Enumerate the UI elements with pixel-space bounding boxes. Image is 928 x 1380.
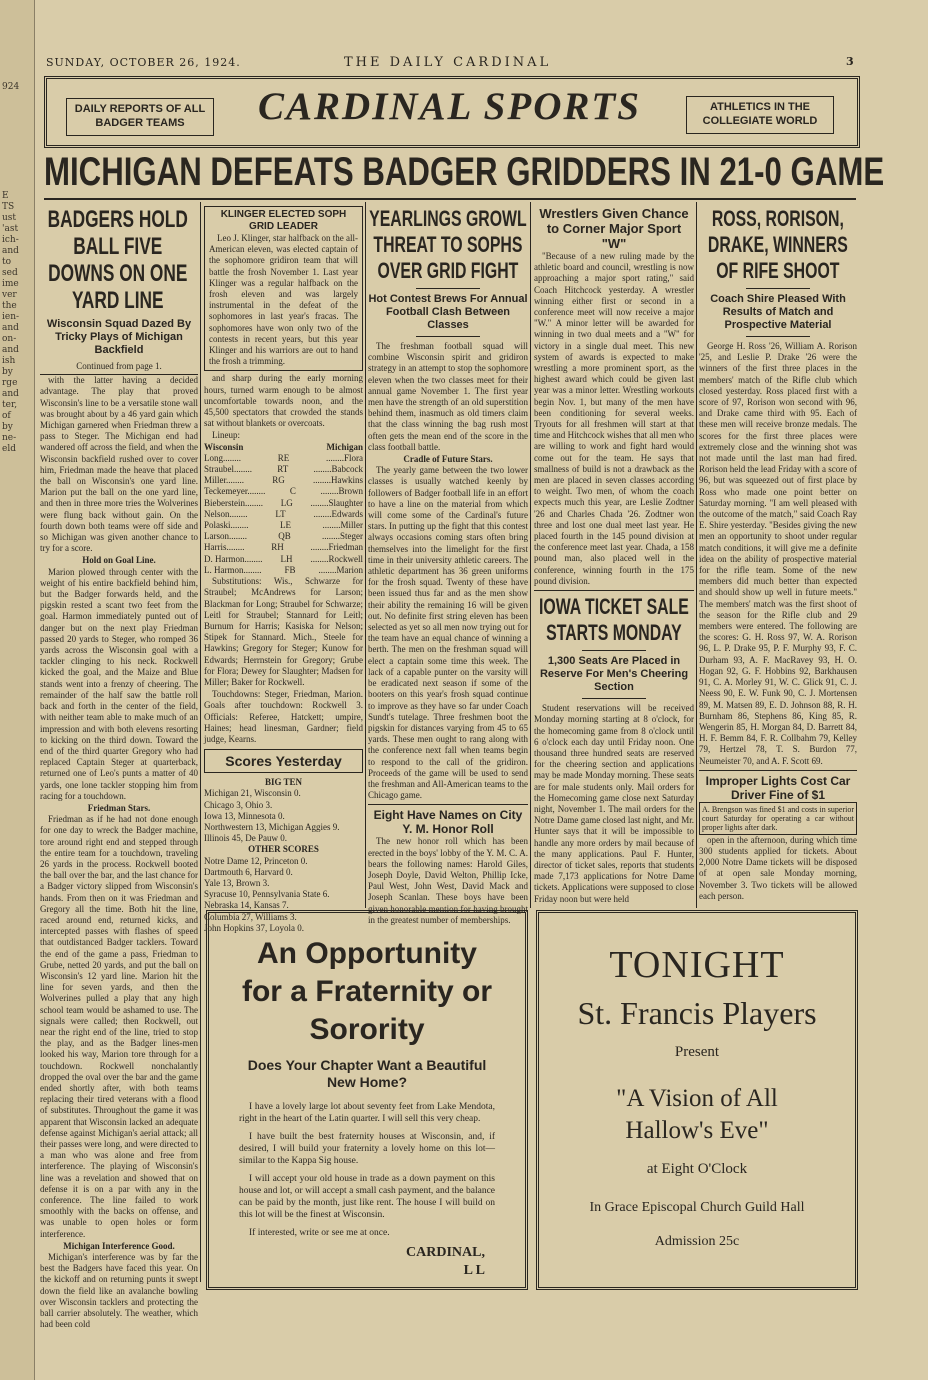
klinger-box (204, 206, 363, 371)
adjacent-page-strip (0, 0, 35, 1380)
lineup-michigan-player: ........Steger (321, 531, 363, 542)
rule (416, 336, 480, 337)
adjacent-page-line: ien- (2, 312, 20, 322)
masthead-left-text: DAILY REPORTS OF ALL BADGER TEAMS (74, 103, 206, 129)
score-line: Yale 13, Brown 3. (204, 877, 270, 888)
subhead-cradle: Cradle of Future Stars. (403, 454, 493, 465)
rule (582, 650, 646, 651)
article-text: Marion plowed through center with the weight of his entire backfield behind him, but the Badger forwards held, and the pigskin rested a scant two feet from the goal. Harmon immediately punted out of danger but on the next play Friedman passed 20 yards to Steger, who romped 36 yards across the Wisconsin goal with a tackler clinging to his neck. Rockwell kicked the goal, and the Maize and Blue stands went into a frenzy of cheering. The remainder of the half saw the battle roll back and forth in the center of the field, with neither team able to make much of an impression and with both elevens resorting to kicking on the third down. Toward the end of the third quarter Gregory who had replaced Captain Steger at quarterback, returned one of Leo's punts a matter of 40 yards, one lone tackler stopping him from racing for a touchdown. (40, 566, 198, 801)
scores-yesterday-title: Scores Yesterday (204, 749, 363, 773)
article-text: "Because of a new ruling made by the athletic board and council, wrestling is now approaching a major sport rating," said Coach Hitchcock yesterday. A wrestler winning either first or second in a conference meet will now receive a major "W." A minor letter will be awarded for winning in two dual meets and a "W" for victory in a single dual meet. This new system of awards is expected to make wrestling a more prominent sport, as the highest award which could be given last year was a minor letter. Wrestling workouts begin Nov. 1, but many of the men have been conditioning for several weeks. Tryouts for all freshmen will start at that time and Hitchcock wishes that all men who are willing to work and fight hard would come out for the team. He says that smallness of build is not a drawback as the men are placed in seven classes according to weight. Two men, of whom the coach expects much this year, are Leslie Zodtner '26 and Charles Chada '26. Zodtner won three and lost one dual meet last year. He placed fourth in the 145 pound division at the conference meet last year. Chada, a 158 pound man, also placed well in the conference, winning fourth in the 175 pound division. (534, 251, 694, 586)
ad-admission: Admission 25c (654, 1234, 740, 1249)
rule (746, 336, 809, 337)
adjacent-page-line: TS (2, 202, 15, 212)
headline-badgers-hold: BADGERS HOLD BALL FIVE DOWNS ON ONE YARD LINE (47, 206, 188, 314)
score-line: Illinois 45, De Pauw 0. (204, 833, 287, 844)
lineup-position: LT (275, 508, 286, 519)
lineup-position: RH (271, 542, 284, 553)
banner-rule (44, 198, 856, 200)
article-text: Student reservations will be received Monday morning starting at 8 o'clock, for the homecoming game from 8 o'clock until 6 o'clock each day until Friday noon. One thousand three hundred seats are reserved for the cheering section and applications may be made Monday morning. These seats are for male students only. Mail orders for the Homecoming game close next Saturday night, November 1. The mail orders for the Notre Dame game closed last night, and Mr. Hunter says that it will be impossible to handle any more orders by mail because of the many applications. Paul F. Hunter, director of ticket sales, reports that students made 7,173 applications for Notre Dame tickets. Applications were supposed to close Friday noon but were held (534, 703, 694, 904)
headline-iowa-tickets: IOWA TICKET SALE STARTS MONDAY (538, 594, 689, 646)
ad-tonight: TONIGHT (609, 944, 785, 986)
adjacent-page-line: ime (2, 279, 19, 289)
lineup-row (204, 531, 363, 542)
rule (534, 590, 694, 591)
big-ten-heading: BIG TEN (264, 777, 303, 788)
ad-present: Present (674, 1044, 720, 1060)
lineup-michigan-player: ........Friedman (310, 542, 363, 553)
adjacent-page-line: of (2, 411, 11, 421)
rule (699, 770, 857, 771)
article-text: The new honor roll which has been erected in the boys' lobby of the Y. M. C. A. bears the following names: Harold Giles, Joseph Doyle, David Welton, Phillip Icke, Paul West, John West, David Mack and Joseph Scanlan. These boys have been given honorable mention for having brought in the greatest number of memberships. (368, 836, 528, 925)
column-rule (200, 202, 201, 1282)
lineup-row (204, 542, 363, 553)
lineup-row (204, 453, 363, 464)
rule (368, 804, 528, 805)
ad-body (239, 1101, 495, 1239)
score-line: John Hopkins 37, Loyola 0. (204, 922, 304, 933)
lineup-table (204, 453, 363, 576)
improper-lights-box (699, 802, 857, 835)
lineup-row (204, 498, 363, 509)
touchdowns-text: Touchdowns: Steger, Friedman, Marion. Goals after touchdown: Rockwell 3. Officials: Referee, Hatckett; umpire, Haines; head linesman, Gardner; field judge, Kearns. (204, 689, 363, 744)
adjacent-page-line: ter, (2, 400, 18, 410)
article-text: The yearly game between the two lower classes is usually watched keenly by followers of Badger football life in an effort to have a line on the material from which will come some of the Cardinal's future stars. In putting up the fight that this contest always occasions coming stars often bring themselves into the limelight for the first time in their university athletic careers. The athletic department has 36 green uniforms for the frosh squad. Twenty of these have been issued thus far and as the men show their ability the remaining 16 will be given out. No definite first string eleven has been selected as yet so all men now trying out for the team have an equal chance of winning a berth. The men on the freshman squad will elect a captain some time this week. The lack of a capable punter on the varsity will be eradicated next season if some of the booters on this year's frosh squad continue to improve as they have so far under Coach Sundt's tutelage. Three freshmen boot the pigskin for distances varying from 45 to 65 yards. These men ought to rang along with the conference next fall when teams begin to respond to the call of the gridiron. Proceeds of the game will be used to send the freshman and All-American teams to the Chicago game. (368, 465, 528, 801)
adjacent-page-line: and (2, 323, 19, 333)
article-text: The freshman football squad will combine Wisconsin spirit and gridiron strategy in an attempt to stop the sophomore eleven when the two classes meet for their annual game November 1. The first year men have the strength of an old superstition behind them, inasmuch as old timers claim that the class winning the bag rush most often gets the mean end of the score in the class football battle. (368, 341, 528, 452)
rule (746, 288, 809, 289)
lineup-wisconsin-player: D. Harmon........ (204, 553, 263, 564)
masthead-right-text: ATHLETICS IN THE COLLEGIATE WORLD (702, 101, 818, 127)
issue-date: SUNDAY, OCTOBER 26, 1924. (46, 56, 241, 69)
lineup-row (204, 520, 363, 531)
subhead-interference: Michigan Interference Good. (63, 1240, 175, 1251)
ad-play-title: "A Vision of All Hallow's Eve" (616, 1085, 778, 1144)
lineup-wisconsin-player: Polaski........ (204, 520, 249, 531)
lineup-position: QB (278, 531, 291, 542)
lineup-wisconsin-player: Straubel........ (204, 464, 252, 475)
banner-headline: MICHIGAN DEFEATS BADGER GRIDDERS IN 21-0 GAME (44, 150, 885, 194)
headline-rifle-shoot: ROSS, RORISON, DRAKE, WINNERS OF RIFE SHOOT (707, 206, 848, 283)
adjacent-page-line: by (2, 422, 13, 432)
subhead-hold-goal: Hold on Goal Line. (82, 555, 156, 566)
score-line: Iowa 13, Minnesota 0. (204, 810, 285, 821)
lineup-wisconsin-player: Long........ (204, 452, 241, 463)
headline-yearlings: YEARLINGS GROWL THREAT TO SOPHS OVER GRID FIGHT (369, 206, 527, 283)
adjacent-page-line: ust (2, 213, 17, 223)
column-rule (530, 202, 531, 908)
lineup-wisconsin-player: Larson........ (204, 531, 247, 542)
lineup-michigan-player: ........Miller (322, 520, 363, 531)
article-text: Friedman as if he had not done enough for one day to wreck the Badger machine, tore around right end and stepped through the entire team for a touchdown, traveling 26 yards in the process. Rockwell booted the ball over the bar, and the last chance for a Badger victory slipped from Wisconsin's hands. From then on it was Friedman and Gregory all the time. Both hit the line, raced around end, returned kicks, and intercepted passes with flashes of speed that outdistanced Badger tacklers. Toward the end of the game a pass, Friedman to Grube, netted 20 yards, and put the ball on Wisconsin's 12 yard line. Marion hit the line for seven yards, and then the Wolverines pulled a play that any high school team would be ashamed to use. The signals were called; then Rockwell, out near the right end of the line, tried to stop the play, and as the Badger lines-men looked his way, Marion tore through for a touchdown. Rockwell nonchalantly dropped the oval over the bar and the game ended shortly after, with both teams replacing their tired veterans with a flood of substitutes. Throughout the game it was apparent that Wisconsin lacked an adequate defense against Michigan's aerial attack; all their passes were long, and were directed to a man who was alone and free from interference. The playing of Wisconsin's line was a revelation and showed that on defense it is on a par with any in the conference. The line failed to work smoothly with the backs on offense, and was unable to open holes or form interference. (40, 814, 198, 1239)
lineup-wisconsin-player: Teckemeyer........ (204, 486, 266, 497)
article-text: and sharp during the early morning hours, turned warm enough to be almost uncomfortable towards noon, and the 45,500 spectators that crowded the stands sat without blankets or overcoats. (204, 373, 363, 429)
subhead-friedman: Friedman Stars. (87, 802, 151, 813)
adjacent-page-line: eld (2, 444, 16, 454)
ad-venue: In Grace Episcopal Church Guild Hall (589, 1200, 805, 1215)
adjacent-page-line: sed (2, 268, 18, 278)
lineup-position: RT (277, 464, 289, 475)
deck-yearlings: Hot Contest Brews For Annual Football Clash Between Classes (368, 293, 528, 331)
section-title: CARDINAL SPORTS (258, 85, 641, 128)
substitutions-text: Substitutions: Wis., Schwarze for Straubel; McAndrews for Larson; Blackman for Long; Straubel for Schwarze; Leitl for Straubel; Stannard for Leitl; Burnum for Harris; Kasiska for Nelson; Stipek for Stannard. Mich., Steele for Hawkins; Gregory for Steger; Kunow for Edwards; Herrnstein for Gregory; Grube for Flora; Dewey for Slaughter; Madsen for Miller; Baker for Rockwell. (204, 576, 363, 687)
adjacent-page-line: and (2, 246, 19, 256)
ad-paragraph: If interested, write or see me at once. (249, 1228, 390, 1238)
score-line: Chicago 3, Ohio 3. (204, 799, 273, 810)
ad-paragraph: I have a lovely large lot about seventy feet from Lake Mendota, right in the heart of the Latin quarter. I will sell this very cheap. (239, 1102, 495, 1124)
score-line: Michigan 21, Wisconsin 0. (204, 788, 301, 799)
column-badgers-hold (40, 206, 198, 1330)
score-line: Notre Dame 12, Princeton 0. (204, 855, 308, 866)
adjacent-page-line: 924 (2, 82, 20, 92)
article-text: Michigan's interference was by far the best the Badgers have faced this year. On the kickoff and on returning punts it swept down the field like an avalanche bowling over Wisconsin tacklers and protecting the ball carrier absolutely. The weather, which had been cold (40, 1252, 198, 1330)
column-rule (696, 202, 697, 908)
score-line: Dartmouth 6, Harvard 0. (204, 866, 293, 877)
ad-time: at Eight O'Clock (646, 1161, 748, 1177)
column-rifle-shoot (699, 206, 857, 906)
adjacent-page-line: 'ast (2, 224, 19, 234)
lineup-michigan-player: ........Rockwell (310, 553, 363, 564)
adjacent-page-line: rge (2, 378, 18, 388)
lineup-wisconsin-player: Miller........ (204, 475, 244, 486)
lineup-wisconsin-player: L. Harmon........ (204, 564, 262, 575)
adjacent-page-line: ver (2, 290, 17, 300)
lineup-michigan-player: ........Marion (318, 564, 363, 575)
headline-honor-roll: Eight Have Names on City Y. M. Honor Roll (373, 808, 523, 837)
adjacent-page-line: the (2, 301, 17, 311)
article-text: Leo J. Klinger, star halfback on the all-American eleven, was elected captain of the sophomore gridiron team that will battle the frosh November 1. Last year Klinger was a regular halfback on the frosh eleven and was largely instrumental in the defeat of the sophomores in last year's fracas. The sophomores have won only two of the contests in recent years, but this year Klinger and his warriors are out to hand the frosh a trimming. (209, 233, 358, 367)
lineup-michigan-player: ........Slaughter (310, 497, 363, 508)
lineup-position: LE (280, 520, 291, 531)
headline-wrestlers: Wrestlers Given Chance to Corner Major Sport "W" (539, 206, 689, 251)
masthead-right-box (686, 96, 834, 134)
ad-signature-initials: L L (463, 1263, 485, 1278)
adjacent-page-line: and (2, 345, 19, 355)
lineup-michigan-player: ........Brown (320, 486, 363, 497)
lineup-position: C (289, 486, 296, 497)
lineup-wisconsin-player: Nelson........ (204, 508, 248, 519)
deck-badgers-hold: Wisconsin Squad Dazed By Tricky Plays of Michigan Backfield (46, 318, 192, 356)
lineup-michigan-player: ........Hawkins (312, 475, 363, 486)
lineup-row (204, 554, 363, 565)
lineup-wisconsin-player: Bieberstein........ (204, 497, 263, 508)
ad-paragraph: I will accept your old house in trade as a down payment on this house and lot, or will accept a small cash payment, and the balance can be paid by the month, just like rent. The house I will build on this lot will be the finest at Wisconsin. (239, 1174, 495, 1220)
lineup-header (204, 442, 363, 453)
adjacent-page-line: ish (2, 356, 16, 366)
article-text: George H. Ross '26, William A. Rorison '25, and Leslie P. Drake '26 were the winners of the first three places in the members' match of the Rifle club which closed yesterday. Ross placed first with a score of 97, Rorison won second with 96, and Drake came third with 95. Each of these men will receive bronze medals. The scores for the first three places were extremely close and the winning shot was not made until the last man had fired. Rorison held the lead Friday with a score of 96, but was squeezed out of first place by Ross who made one point better on Saturday morning. "I am well pleased with the outcome of the match," said Coach Ray E. Shire yesterday. "Besides giving the new men an opportunity to shoot under regular match conditions, it will give me a definite idea on the ability of prospective material for the rifle team. Some of the new members did much better than expected and should show up well in future meets." The members' match was the first shoot of the season for the Rifle club and 29 members were entered. The following are the scores: G. H. Ross 97, W. A. Rorison 96, L. P. Drake 95, P. F. Murphy 93, F. C. Durham 93, A. F. MacRavey 93, H. O. Hogan 92, G. F. Hobbins 92, Barkhausen 91, C. A. Morley 91, W. C. Glick 91, C. J. Neess 90, E. W. Funk 90, C. J. Mortensen 89, M. Matsen 89, E. D. Johnson 88, R. H. Burnham 86, Stephens 86, King 85, R. Wengerin 85, H. Morgan 84, D. Barrett 84, H. F. Bemm 84, F. R. Collbahm 79, Kelley 79, Hertzel 78, T. S. Burdon 77, Neumeister 70, and A. F. Scott 69. (699, 341, 857, 766)
lineup-row (204, 486, 363, 497)
lineup-row (204, 509, 363, 520)
lineup-position: LH (280, 553, 293, 564)
ad-paragraph: I have built the best fraternity houses at Wisconsin, and, if desired, I will build your fraternity a lovely home on this lot—similar to the Kappa Sig house. (239, 1132, 495, 1166)
column-klinger (204, 206, 363, 933)
lineup-position: RG (272, 475, 285, 486)
adjacent-page-text (0, 82, 34, 455)
article-text: A. Brengson was fined $1 and costs in superior court Saturday for operating a car without proper lights after dark. (702, 804, 854, 832)
continued-note: Continued from page 1. (76, 361, 162, 371)
paper-name: THE DAILY CARDINAL (344, 55, 552, 70)
score-line: Northwestern 13, Michigan Aggies 9. (204, 821, 340, 832)
article-text: open in the afternoon, during which time 300 students applied for tickets. About 2,000 Notre Dame tickets will be disposed of at open sale Monday morning, November 3. Two tickets will be allowed each person. (699, 834, 857, 901)
adjacent-page-line: on- (2, 334, 17, 344)
lineup-team-wisconsin: Wisconsin (204, 441, 244, 452)
big-ten-scores (204, 788, 363, 844)
deck-rifle-shoot: Coach Shire Pleased With Results of Match and Prospective Material (710, 293, 846, 331)
fraternity-ad (206, 910, 528, 1290)
masthead-left-box (66, 98, 214, 136)
headline-improper-lights: Improper Lights Cost Car Driver Fine of $1 (705, 773, 851, 802)
lineup-title: Lineup: (212, 430, 240, 441)
adjacent-page-line: by (2, 367, 13, 377)
column-wrestlers (534, 206, 694, 906)
lineup-position: RE (277, 452, 290, 463)
ad-headline: An Opportunity for a Fraternity or Sorority (241, 937, 493, 1046)
ad-subheadline: Does Your Chapter Want a Beautiful New Home? (247, 1057, 487, 1090)
adjacent-page-line: ne- (2, 433, 17, 443)
ad-players: St. Francis Players (577, 995, 817, 1031)
page-number: 3 (846, 55, 855, 68)
headline-klinger: KLINGER ELECTED SOPH GRID LEADER (220, 209, 347, 232)
lineup-row (204, 565, 363, 576)
theater-ad (536, 910, 858, 1290)
score-line: Columbia 27, Williams 3. (204, 911, 297, 922)
lineup-michigan-player: ........Babcock (313, 464, 363, 475)
lineup-michigan-player: ........Flora (325, 452, 363, 463)
lineup-row (204, 475, 363, 486)
lineup-position: FB (284, 564, 296, 575)
article-text: with the latter having a decided advantage. The play that proved Wisconsin's line to be a versatile stone wall was brought about by a 46 yard gain which Michigan garnered when Friedman threw a pass to Steger. The Michigan end had wandered off across the field, and when the Wisconsin backfield rushed over to cover him, Friedman made the heave that placed the ball on Wisconsin's one yard line. Marion put the ball on the one yard line, and then in three more tries the Wolverines were flung back without gain. On the fourth down both teams were off side and so Michigan was given another chance to try for a score. (40, 375, 198, 554)
column-rule (365, 202, 366, 908)
adjacent-page-line: to (2, 257, 12, 267)
lineup-wisconsin-player: Harris........ (204, 542, 245, 553)
ad-signature: CARDINAL, (406, 1245, 485, 1260)
lineup-row (204, 464, 363, 475)
column-yearlings (368, 206, 528, 925)
rule (416, 288, 480, 289)
adjacent-page-line: and (2, 389, 19, 399)
adjacent-page-line: E (2, 191, 9, 201)
lineup-michigan-player: ........Edwards (313, 508, 363, 519)
lineup-team-michigan: Michigan (326, 441, 363, 452)
score-line: Nebraska 14, Kansas 7. (204, 900, 289, 911)
deck-iowa-tickets: 1,300 Seats Are Placed in Reserve For Men's Cheering Section (539, 655, 689, 694)
other-scores-heading: OTHER SCORES (248, 844, 319, 855)
rule (40, 374, 198, 375)
rule (582, 698, 646, 699)
adjacent-page-line: ich- (2, 235, 19, 245)
score-line: Syracuse 10, Pennsylvania State 6. (204, 889, 330, 900)
lineup-position: LG (280, 497, 293, 508)
